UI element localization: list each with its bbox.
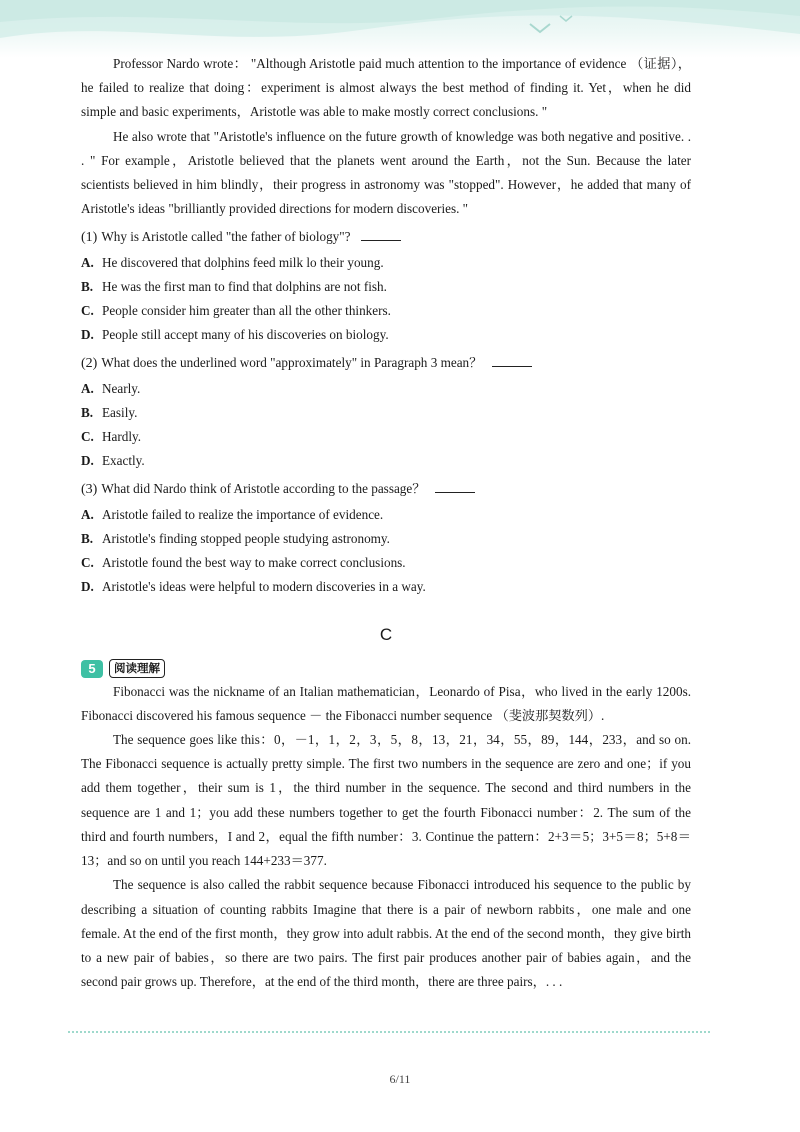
option[interactable] <box>81 449 691 473</box>
option[interactable] <box>81 503 691 527</box>
option-letter: D. <box>81 327 94 343</box>
option-letter: C. <box>81 429 94 445</box>
wave-decoration-icon <box>0 0 800 58</box>
option-text: He discovered that dolphins feed milk lo their young. <box>102 254 384 270</box>
option[interactable] <box>81 251 691 275</box>
question-stem <box>81 225 691 250</box>
option-text: Aristotle's finding stopped people studying astronomy. <box>102 530 390 546</box>
option[interactable] <box>81 551 691 575</box>
option-letter: D. <box>81 453 94 469</box>
option-letter: A. <box>81 380 94 396</box>
answer-blank[interactable] <box>361 230 401 241</box>
question-type-tag: 阅读理解 <box>109 659 165 678</box>
question-number-badge: 5 <box>81 660 103 678</box>
option[interactable] <box>81 575 691 599</box>
passage-paragraph: Fibonacci was the nickname of an Italian mathematician，Leonardo of Pisa，who lived in the early 1200s. Fibonacci discovered his famous sequence － the Fibonacci number sequence （斐波那契数列）. <box>81 683 691 723</box>
option[interactable] <box>81 275 691 299</box>
header-banner <box>0 0 800 58</box>
option[interactable] <box>81 527 691 551</box>
option[interactable] <box>81 377 691 401</box>
question-number: (1) <box>81 230 98 246</box>
option-letter: B. <box>81 530 94 546</box>
answer-blank[interactable] <box>435 482 475 493</box>
option-text: Exactly. <box>102 453 145 469</box>
question-text: Why is Aristotle called "the father of biology"? <box>101 229 351 245</box>
option-letter: B. <box>81 404 94 420</box>
option-text: Aristotle's ideas were helpful to modern discoveries in a way. <box>102 579 426 595</box>
passage-paragraph: He also wrote that "Aristotle's influence on the future growth of knowledge was both negative and positive. . . " For example，Aristotle believed that the planets went around the Earth，not the Sun. Because the later scientists believed in him blindly，their progress in astronomy was "stopped". However，he added that many of Aristotle's ideas "brilliantly provided directions for modern discoveries. " <box>81 128 691 217</box>
option-letter: C. <box>81 555 94 571</box>
question-number: (2) <box>81 356 98 372</box>
question-text: What did Nardo think of Aristotle according to the passage？ <box>101 481 426 497</box>
option-text: Aristotle found the best way to make correct conclusions. <box>102 555 406 571</box>
passage-paragraph: The sequence is also called the rabbit sequence because Fibonacci introduced his sequence to the public by describing a situation of counting rabbits Imagine that there is a pair of newborn rabbits，one male and one female. At the end of the first month，they grow into adult rabbis. At the end of the second month，they give birth to a new pair of babies，so there are two pairs. The first pair produces another pair of babies again，and the second pair grows up. Therefore，at the end of the third month，there are three pairs，. . . <box>81 877 691 990</box>
option[interactable] <box>81 401 691 425</box>
option[interactable] <box>81 323 691 347</box>
question-number: (3) <box>81 482 98 498</box>
question-stem <box>81 477 691 502</box>
passage-paragraph: The sequence goes like this：0，－1，1，2，3，5，8，13，21，34，55，89，144，233，and so on. The Fibonacci sequence is actually pretty simple. The first two numbers in the sequence are zero and one；if you add them together，their sum is 1，the third number in the sequence. The second and third numbers in the sequence are 1 and 1；you add these numbers together to get the fourth Fibonacci number：2. The sum of the third and fourth numbers，I and 2，equal the fifth number：3. Continue the pattern：2+3＝5；3+5＝8；5+8＝13；and so on until you reach 144+233＝377. <box>81 732 691 869</box>
option-text: People still accept many of his discoveries on biology. <box>102 327 389 343</box>
question-text: What does the underlined word "approximately" in Paragraph 3 mean？ <box>101 355 483 371</box>
question-stem <box>81 351 691 376</box>
option-letter: A. <box>81 506 94 522</box>
page-number: 6/11 <box>389 1072 411 1086</box>
answer-blank[interactable] <box>492 356 532 367</box>
option[interactable] <box>81 425 691 449</box>
option-text: Easily. <box>102 404 138 420</box>
passage-paragraph: Professor Nardo wrote： "Although Aristotle paid much attention to the importance of evidence （证据），he failed to realize that doing：experiment is almost always the best method of finding it. Yet，when he did simple and basic experiments，Aristotle was able to make mostly correct conclusions. " <box>81 56 691 120</box>
option-text: Hardly. <box>102 429 142 445</box>
option-text: Nearly. <box>102 380 141 396</box>
option-text: Aristotle failed to realize the importance of evidence. <box>102 506 384 522</box>
question-tag-row <box>81 658 691 680</box>
option-text: People consider him greater than all the other thinkers. <box>102 303 391 319</box>
question-block <box>81 351 691 473</box>
section-title: C <box>379 625 393 645</box>
footer-divider <box>68 1031 710 1033</box>
option-letter: A. <box>81 254 94 270</box>
option[interactable] <box>81 299 691 323</box>
option-letter: B. <box>81 278 94 294</box>
option-text: He was the first man to find that dolphins are not fish. <box>102 278 387 294</box>
question-block <box>81 225 691 347</box>
option-letter: D. <box>81 579 94 595</box>
page-content <box>81 52 691 994</box>
question-block <box>81 477 691 599</box>
option-letter: C. <box>81 303 94 319</box>
